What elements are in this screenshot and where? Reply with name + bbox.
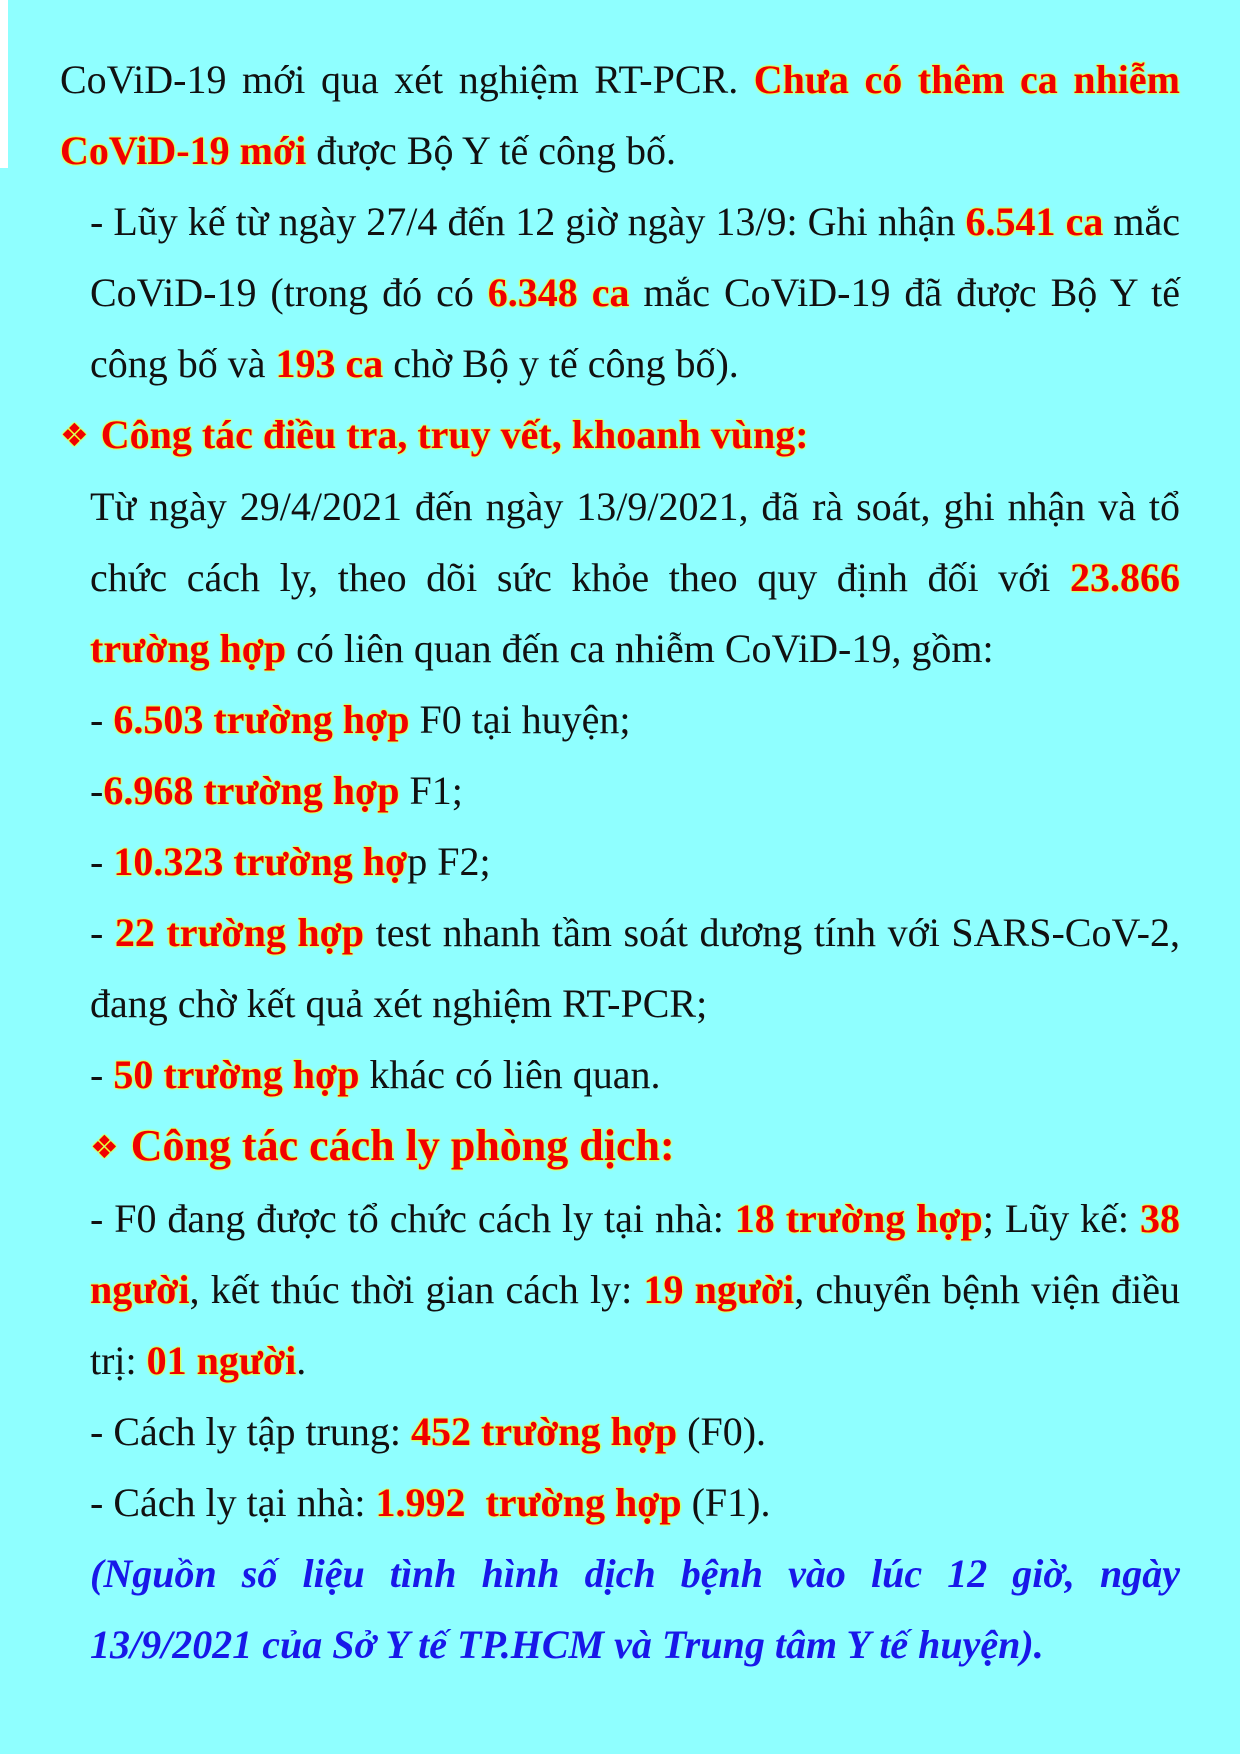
cumulative-pending-cases: 193 ca (275, 341, 384, 386)
home-text-end: (F1). (681, 1480, 771, 1525)
left-white-strip (0, 0, 8, 168)
investigation-total: 23.866 trường hợp (90, 555, 1180, 671)
investigation-text-end: có liên quan đến ca nhiễm CoViD-19, gồm: (286, 626, 994, 671)
investigation-text: Từ ngày 29/4/2021 đến ngày 13/9/2021, đã rà soát, ghi nhận và tổ chức cách ly, theo dõi sức khỏe theo quy định đối với (90, 484, 1180, 600)
f0-home-cumulative: 38 người (90, 1196, 1180, 1312)
cumulative-text: mắc CoViD-19 (trong đó có (90, 199, 1181, 315)
list-item-rapid-test (60, 897, 1180, 1039)
f0-home-finished: 19 người (643, 1267, 795, 1312)
concentrated-text-end: (F0). (677, 1409, 767, 1454)
intro-highlight: Chưa có thêm ca nhiễm CoViD-19 mới (60, 57, 1180, 173)
list-dash: - (90, 1052, 114, 1097)
home-text: - Cách ly tại nhà: (90, 1480, 376, 1525)
home-quarantine-line (60, 1467, 1180, 1538)
list-item-text: khác có liên quan. (359, 1052, 661, 1097)
list-item-f2 (60, 826, 1180, 897)
intro-paragraph (60, 44, 1180, 186)
list-item-count: 50 trường hợp (113, 1052, 360, 1097)
list-item-count: 10.323 trường hợ (113, 839, 408, 884)
intro-text-end: được Bộ Y tế công bố. (306, 128, 677, 173)
section-title: Công tác điều tra, truy vết, khoanh vùng: (100, 412, 809, 457)
diamond-bullet-icon: ❖ (90, 1128, 119, 1166)
cumulative-text: mắc CoViD-19 đã được Bộ Y tế công bố và (90, 270, 1180, 386)
f0-home-text: ; Lũy kế: (982, 1196, 1140, 1241)
intro-text: CoViD-19 mới qua xét nghiệm RT-PCR. (60, 57, 754, 102)
f0-home-text: - F0 đang được tổ chức cách ly tại nhà: (90, 1196, 735, 1241)
cumulative-announced-cases: 6.348 ca (487, 270, 630, 315)
f0-home-text-end: . (296, 1338, 307, 1383)
home-count: 1.992 trường hợp (375, 1480, 682, 1525)
list-item-text: F0 tại huyện; (409, 697, 631, 742)
f0-home-paragraph (60, 1183, 1180, 1396)
f0-home-current: 18 trường hợp (734, 1196, 983, 1241)
cumulative-text: - Lũy kế từ ngày 27/4 đến 12 giờ ngày 13/9: Ghi nhận (90, 199, 966, 244)
concentrated-text: - Cách ly tập trung: (90, 1409, 412, 1454)
concentrated-count: 452 trường hợp (411, 1409, 678, 1454)
cumulative-total-cases: 6.541 ca (965, 199, 1104, 244)
list-item-f1 (60, 755, 1180, 826)
f0-home-text: , kết thúc thời gian cách ly: (189, 1267, 644, 1312)
section-title: Công tác cách ly phòng dịch: (130, 1121, 675, 1170)
diamond-bullet-icon: ❖ (60, 416, 89, 454)
list-dash: - (90, 839, 114, 884)
cumulative-text-end: chờ Bộ y tế công bố). (383, 341, 739, 386)
list-item-count: 22 trường hợp (114, 910, 365, 955)
list-item-f0 (60, 684, 1180, 755)
list-item-count: 6.503 trường hợp (113, 697, 410, 742)
list-dash: - (90, 768, 104, 813)
cumulative-paragraph (60, 186, 1180, 399)
list-item-text: test nhanh tầm soát dương tính với SARS-CoV-2, đang chờ kết quả xét nghiệm RT-PCR; (90, 910, 1180, 1026)
source-note: (Nguồn số liệu tình hình dịch bệnh vào lúc 12 giờ, ngày 13/9/2021 của Sở Y tế TP.HCM và Trung tâm Y tế huyện). (90, 1551, 1180, 1667)
list-item-text: F1; (399, 768, 463, 813)
list-item-other (60, 1039, 1180, 1110)
list-dash: - (90, 910, 115, 955)
concentrated-quarantine-line (60, 1396, 1180, 1467)
f0-home-text: , chuyển bệnh viện điều trị: (90, 1267, 1181, 1383)
list-dash: - (90, 697, 114, 742)
investigation-paragraph (60, 471, 1180, 684)
f0-home-hospital: 01 người (146, 1338, 297, 1383)
list-item-text: p F2; (407, 839, 491, 884)
list-item-count: 6.968 trường hợp (103, 768, 400, 813)
section-heading-quarantine (60, 1110, 1180, 1183)
document-body (60, 44, 1180, 1680)
section-heading-investigation (60, 399, 1180, 471)
